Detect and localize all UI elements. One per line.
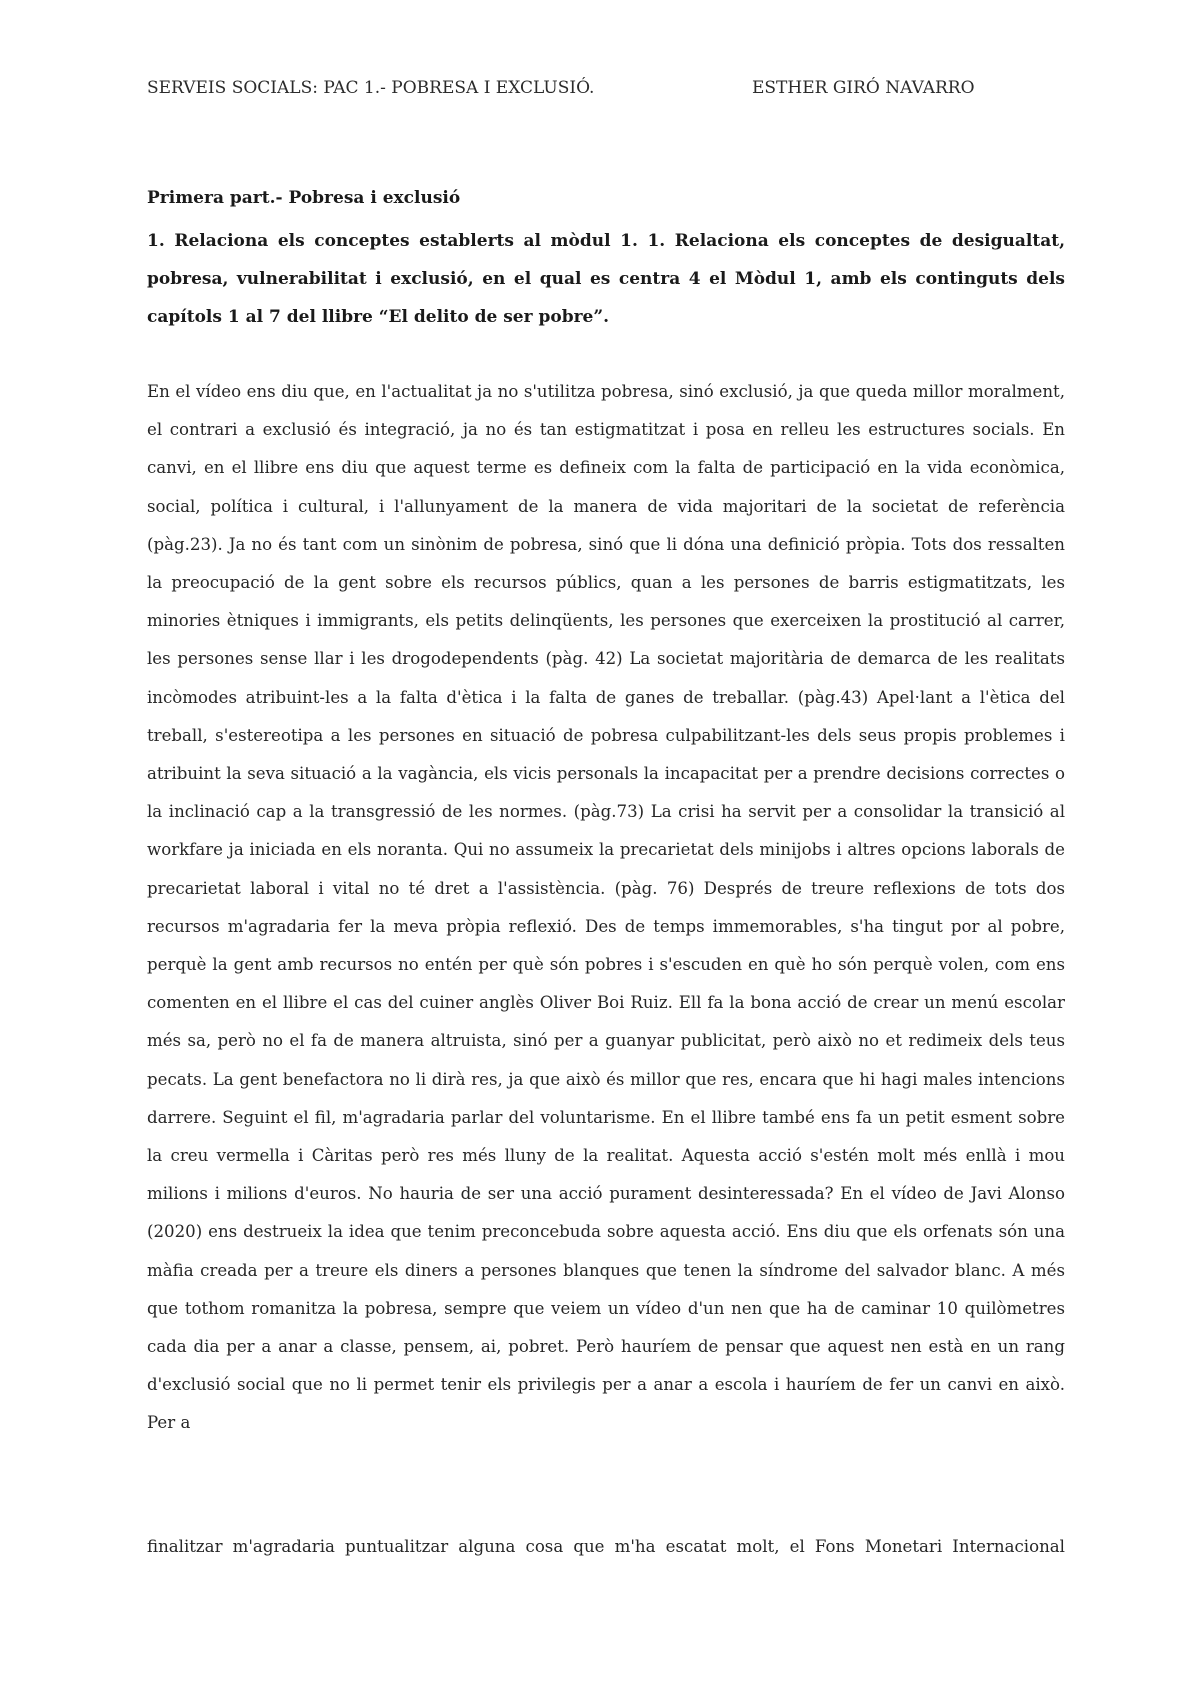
section-title: Primera part.- Pobresa i exclusió <box>147 188 461 208</box>
header-author-name: ESTHER GIRÓ NAVARRO <box>752 78 975 98</box>
header-course-title: SERVEIS SOCIALS: PAC 1.- POBRESA I EXCLUSIÓ. <box>147 78 595 98</box>
continuation-paragraph: finalitzar m'agradaria puntualitzar alguna cosa que m'ha escatat molt, el Fons Monetari Internacional <box>147 1537 1065 1556</box>
page-header <box>147 76 1067 100</box>
question-prompt: 1. Relaciona els conceptes establerts al mòdul 1. 1. Relaciona els conceptes de desigualtat, pobresa, vulnerabilitat i exclusió, en el qual es centra 4 el Mòdul 1, amb els continguts dels capítols 1 al 7 del llibre “El delito de ser pobre”. <box>147 231 1065 327</box>
answer-paragraph: En el vídeo ens diu que, en l'actualitat ja no s'utilitza pobresa, sinó exclusió, ja que queda millor moralment, el contrari a exclusió és integració, ja no és tan estigmatitzat i posa en relleu les estructures socials. En canvi, en el llibre ens diu que aquest terme es defineix com la falta de participació en la vida econòmica, social, política i cultural, i l'allunyament de la manera de vida majoritari de la societat de referència (pàg.23). Ja no és tant com un sinònim de pobresa, sinó que li dóna una definició pròpia. Tots dos ressalten la preocupació de la gent sobre els recursos públics, quan a les persones de barris estigmatitzats, les minories ètniques i immigrants, els petits delinqüents, les persones que exerceixen la prostitució al carrer, les persones sense llar i les drogodependents (pàg. 42) La societat majoritària de demarca de les realitats incòmodes atribuint-les a la falta d'ètica i la falta de ganes de treballar. (pàg.43) Apel·lant a l'ètica del treball, s'estereotipa a les persones en situació de pobresa culpabilitzant-les dels seus propis problemes i atribuint la seva situació a la vagància, els vicis personals la incapacitat per a prendre decisions correctes o la inclinació cap a la transgressió de les normes. (pàg.73) La crisi ha servit per a consolidar la transició al workfare ja iniciada en els noranta. Qui no assumeix la precarietat dels minijobs i altres opcions laborals de precarietat laboral i vital no té dret a l'assistència. (pàg. 76) Després de treure reflexions de tots dos recursos m'agradaria fer la meva pròpia reflexió. Des de temps immemorables, s'ha tingut por al pobre, perquè la gent amb recursos no entén per què són pobres i s'escuden en què ho són perquè volen, com ens comenten en el llibre el cas del cuiner anglès Oliver Boi Ruiz. Ell fa la bona acció de crear un menú escolar més sa, però no el fa de manera altruista, sinó per a guanyar publicitat, però això no et redimeix dels teus pecats. La gent benefactora no li dirà res, ja que això és millor que res, encara que hi hagi males intencions darrere. Seguint el fil, m'agradaria parlar del voluntarisme. En el llibre també ens fa un petit esment sobre la creu vermella i Càritas però res més lluny de la realitat. Aquesta acció s'estén molt més enllà i mou milions i milions d'euros. No hauria de ser una acció purament desinteressada? En el vídeo de Javi Alonso (2020) ens destrueix la idea que tenim preconcebuda sobre aquesta acció. Ens diu que els orfenats són una màfia creada per a treure els diners a persones blanques que tenen la síndrome del salvador blanc. A més que tothom romanitza la pobresa, sempre que veiem un vídeo d'un nen que ha de caminar 10 quilòmetres cada dia per a anar a classe, pensem, ai, pobret. Però hauríem de pensar que aquest nen està en un rang d'exclusió social que no li permet tenir els privilegis per a anar a escola i hauríem de fer un canvi en això. Per a <box>147 382 1065 1433</box>
